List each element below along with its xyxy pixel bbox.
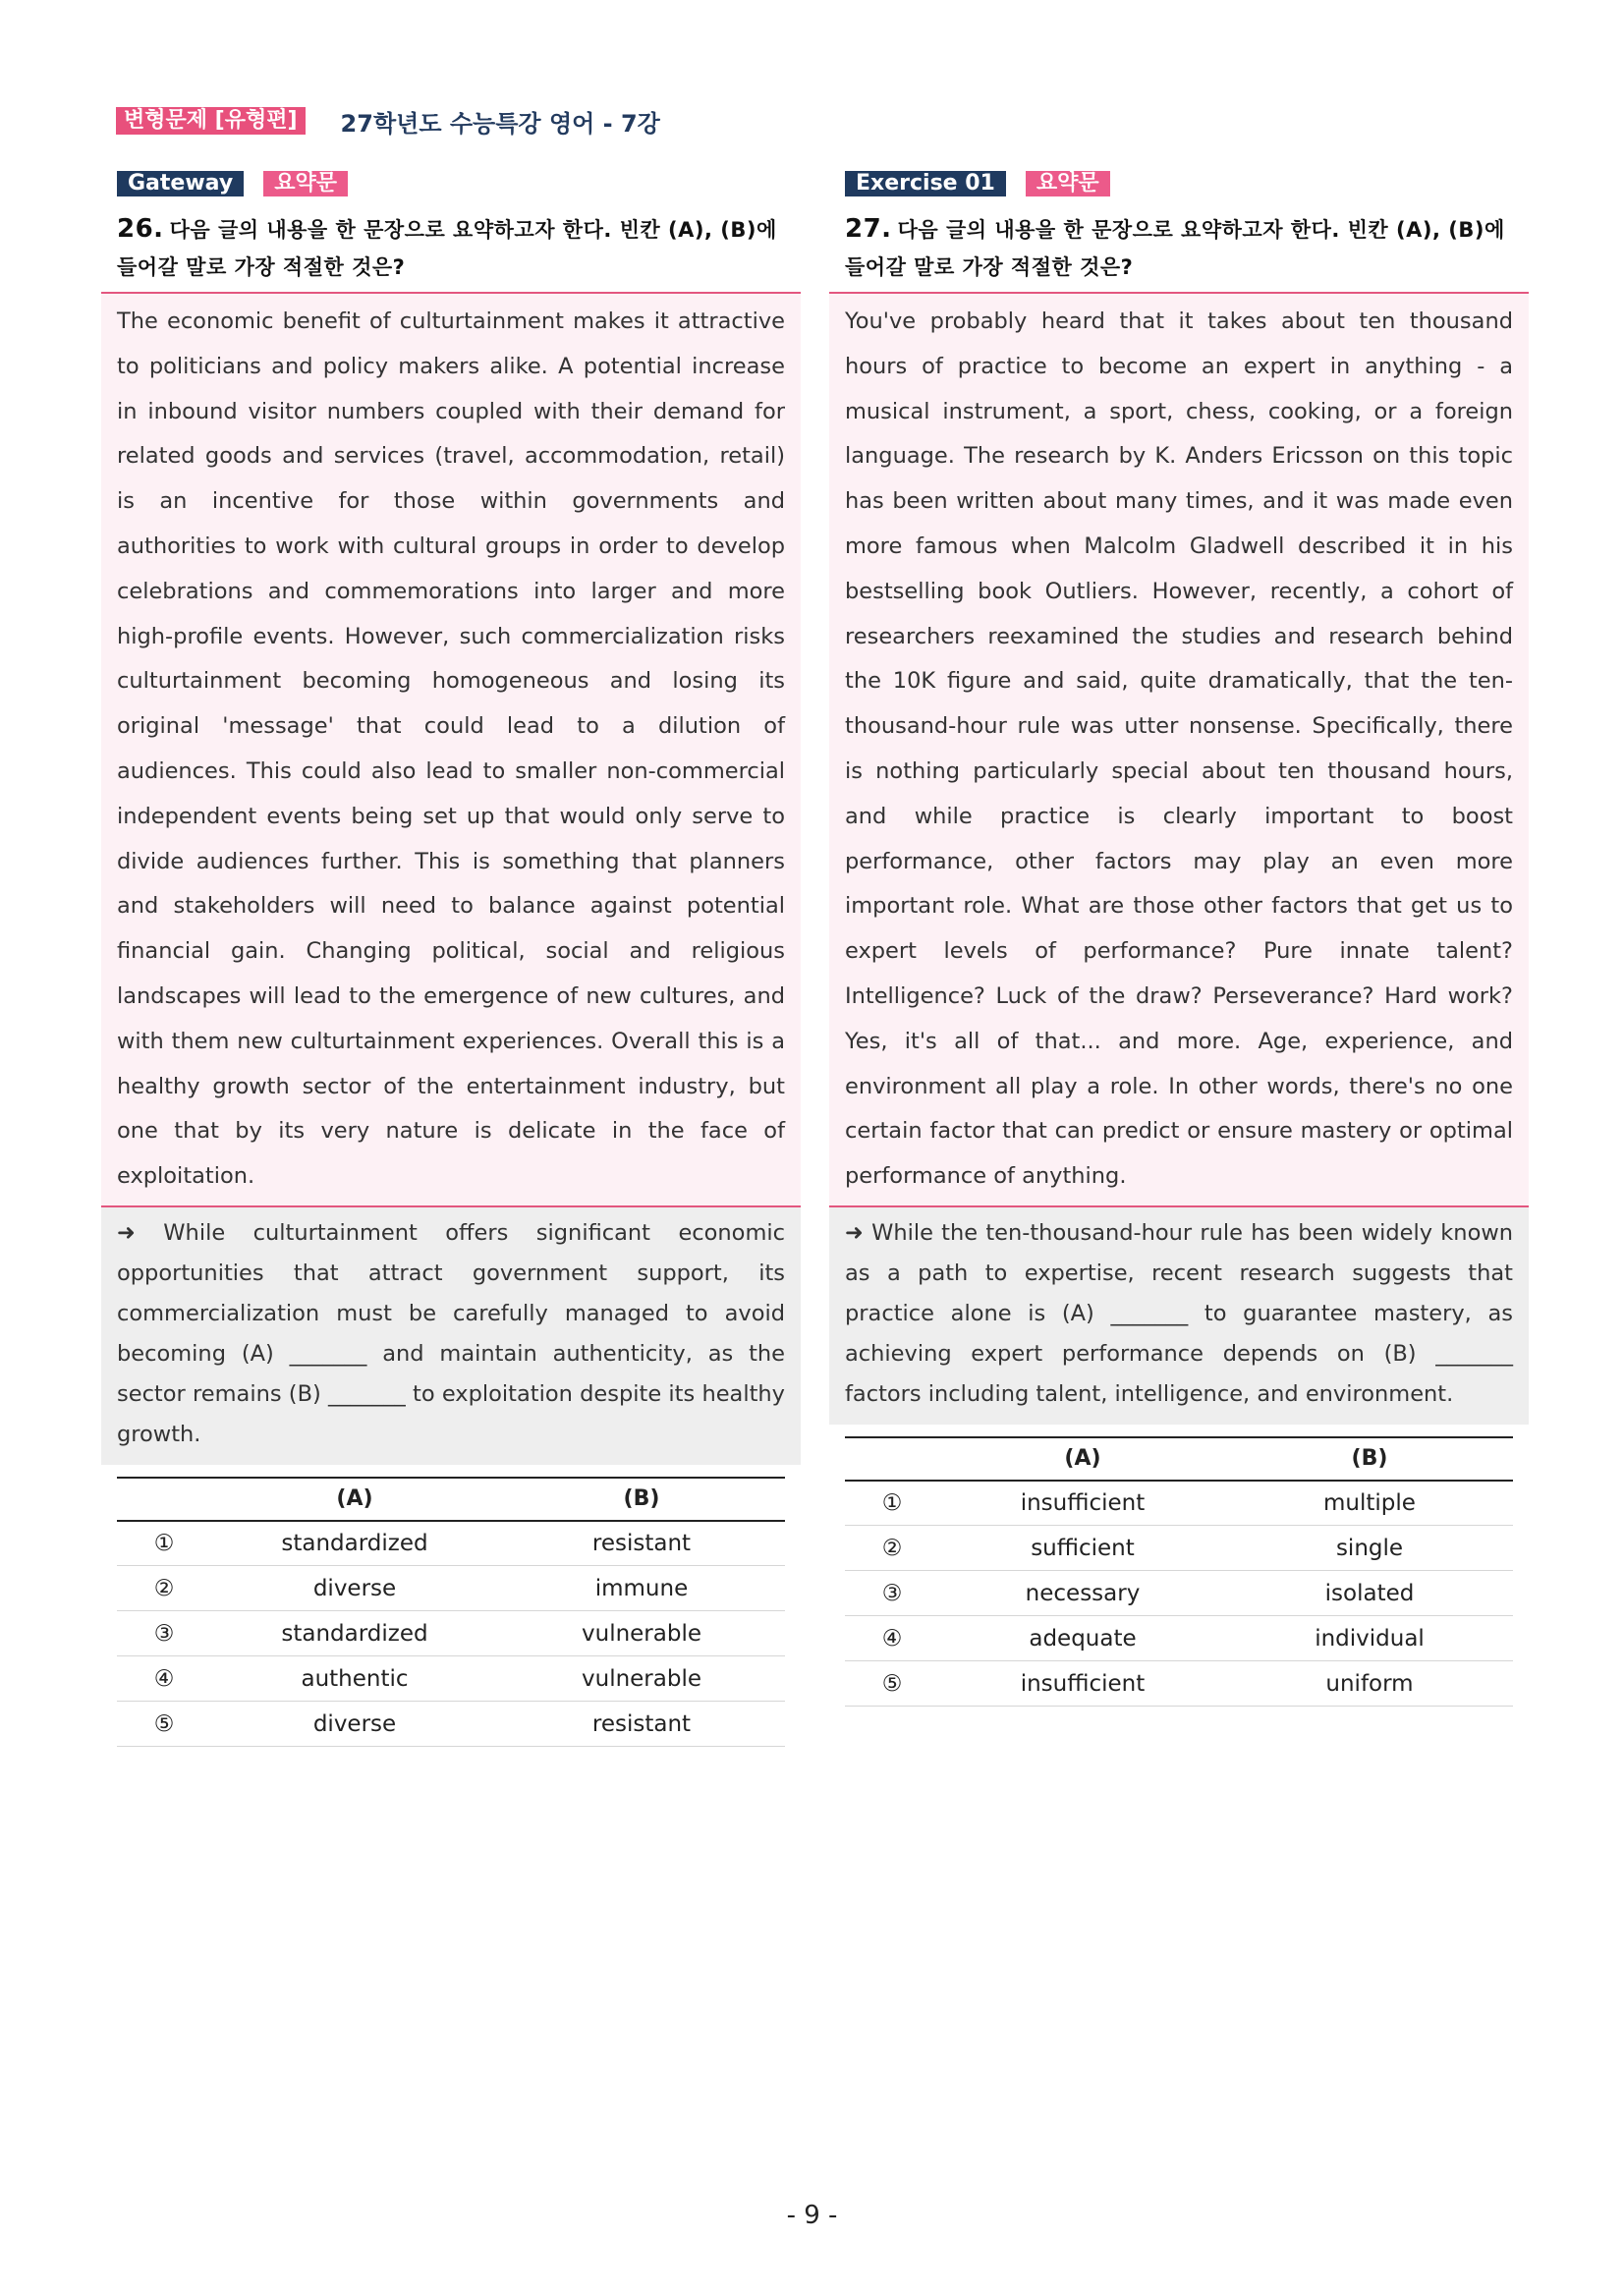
summary-sentence: ➜ While culturtainment offers significant economic opportunities that attract government support, its commercialization must be carefully managed to avoid becoming (A) _______ and maintain authenticity, as the sector remains (B) _______ to exploitation despite its healthy growth. bbox=[101, 1207, 801, 1465]
options-header-a: (A) bbox=[211, 1478, 498, 1521]
options-header-b: (B) bbox=[498, 1478, 785, 1521]
passage-text: You've probably heard that it takes about ten thousand hours of practice to become an expert in anything - a musical instrument, a sport, chess, cooking, or a foreign language. The research by K. Anders Ericsson on this topic has been written about many times, and it was made even more famous when Malcolm Gladwell described it in his bestselling book Outliers. However, recently, a cohort of researchers reexamined the studies and research behind the 10K figure and said, quite dramatically, that the ten-thousand-hour rule was utter nonsense. Specifically, there is nothing particularly special about ten thousand hours, and while practice is clearly important to boost performance, other factors may play an even more important role. What are those other factors that get us to expert levels of performance? Pure innate talent? Intelligence? Luck of the draw? Perseverance? Hard work? Yes, it's all of that... and more. Age, experience, and environment all play a role. In other words, there's no one certain factor that can predict or ensure mastery or optimal performance of anything. bbox=[829, 292, 1529, 1207]
options-header-row bbox=[117, 1478, 785, 1521]
option-b: uniform bbox=[1226, 1661, 1513, 1707]
option-row[interactable] bbox=[845, 1481, 1513, 1526]
option-number: ③ bbox=[117, 1611, 211, 1656]
option-number: ④ bbox=[117, 1656, 211, 1702]
option-a: standardized bbox=[211, 1611, 498, 1656]
question-text: 다음 글의 내용을 한 문장으로 요약하고자 한다. 빈칸 (A), (B)에 들어갈 말로 가장 적절한 것은? bbox=[117, 218, 777, 279]
option-number: ⑤ bbox=[845, 1661, 939, 1707]
option-a: necessary bbox=[939, 1571, 1226, 1616]
left-tags bbox=[101, 169, 801, 198]
option-row[interactable] bbox=[117, 1702, 785, 1747]
option-row[interactable] bbox=[117, 1611, 785, 1656]
option-row[interactable] bbox=[845, 1526, 1513, 1571]
page-header bbox=[116, 106, 660, 136]
type-tag: 요약문 bbox=[263, 171, 348, 196]
option-row[interactable] bbox=[845, 1571, 1513, 1616]
option-number: ⑤ bbox=[117, 1702, 211, 1747]
option-a: standardized bbox=[211, 1521, 498, 1566]
options-header-a: (A) bbox=[939, 1437, 1226, 1481]
page-number: - 9 - bbox=[786, 2201, 838, 2230]
option-number: ① bbox=[117, 1521, 211, 1566]
type-tag: 요약문 bbox=[1026, 171, 1110, 196]
option-row[interactable] bbox=[117, 1521, 785, 1566]
question-prompt bbox=[829, 210, 1529, 286]
option-row[interactable] bbox=[845, 1616, 1513, 1661]
section-tag: Exercise 01 bbox=[845, 171, 1006, 196]
option-b: individual bbox=[1226, 1616, 1513, 1661]
question-number: 26. bbox=[117, 214, 164, 244]
option-number: ② bbox=[845, 1526, 939, 1571]
option-number: ③ bbox=[845, 1571, 939, 1616]
options-header-row bbox=[845, 1437, 1513, 1481]
option-b: isolated bbox=[1226, 1571, 1513, 1616]
option-b: immune bbox=[498, 1566, 785, 1611]
option-a: insufficient bbox=[939, 1661, 1226, 1707]
section-tag: Gateway bbox=[117, 171, 244, 196]
option-b: vulnerable bbox=[498, 1611, 785, 1656]
option-a: sufficient bbox=[939, 1526, 1226, 1571]
option-a: diverse bbox=[211, 1566, 498, 1611]
option-b: single bbox=[1226, 1526, 1513, 1571]
option-row[interactable] bbox=[117, 1656, 785, 1702]
option-number: ④ bbox=[845, 1616, 939, 1661]
option-row[interactable] bbox=[117, 1566, 785, 1611]
header-badge: 변형문제 [유형편] bbox=[116, 107, 306, 135]
header-title: 27학년도 수능특강 영어 - 7강 bbox=[340, 109, 660, 138]
question-prompt bbox=[101, 210, 801, 286]
option-a: adequate bbox=[939, 1616, 1226, 1661]
passage-text: The economic benefit of culturtainment makes it attractive to politicians and policy makers alike. A potential increase in inbound visitor numbers coupled with their demand for related goods and services (travel, accommodation, retail) is an incentive for those within governments and authorities to work with cultural groups in order to develop celebrations and commemorations into larger and more high-profile events. However, such commercialization risks culturtainment becoming homogeneous and losing its original 'message' that could lead to a dilution of audiences. This could also lead to smaller non-commercial independent events being set up that would only serve to divide audiences further. This is something that planners and stakeholders will need to balance against potential financial gain. Changing political, social and religious landscapes will lead to the emergence of new cultures, and with them new culturtainment experiences. Overall this is a healthy growth sector of the entertainment industry, but one that by its very nature is delicate in the face of exploitation. bbox=[101, 292, 801, 1207]
question-text: 다음 글의 내용을 한 문장으로 요약하고자 한다. 빈칸 (A), (B)에 들어갈 말로 가장 적절한 것은? bbox=[845, 218, 1505, 279]
option-a: authentic bbox=[211, 1656, 498, 1702]
option-a: diverse bbox=[211, 1702, 498, 1747]
question-number: 27. bbox=[845, 214, 892, 244]
right-column bbox=[829, 169, 1529, 1707]
answer-options-table bbox=[845, 1436, 1513, 1708]
option-b: resistant bbox=[498, 1521, 785, 1566]
option-a: insufficient bbox=[939, 1481, 1226, 1526]
option-b: vulnerable bbox=[498, 1656, 785, 1702]
option-b: multiple bbox=[1226, 1481, 1513, 1526]
option-number: ② bbox=[117, 1566, 211, 1611]
summary-sentence: ➜ While the ten-thousand-hour rule has been widely known as a path to expertise, recent research suggests that practice alone is (A) _______ to guarantee mastery, as achieving expert performance depends on (B) _______ factors including talent, intelligence, and environment. bbox=[829, 1207, 1529, 1425]
option-number: ① bbox=[845, 1481, 939, 1526]
options-header-number bbox=[117, 1478, 211, 1521]
option-b: resistant bbox=[498, 1702, 785, 1747]
options-header-b: (B) bbox=[1226, 1437, 1513, 1481]
left-column bbox=[101, 169, 801, 1747]
answer-options-table bbox=[117, 1477, 785, 1748]
options-header-number bbox=[845, 1437, 939, 1481]
option-row[interactable] bbox=[845, 1661, 1513, 1707]
right-tags bbox=[829, 169, 1529, 198]
